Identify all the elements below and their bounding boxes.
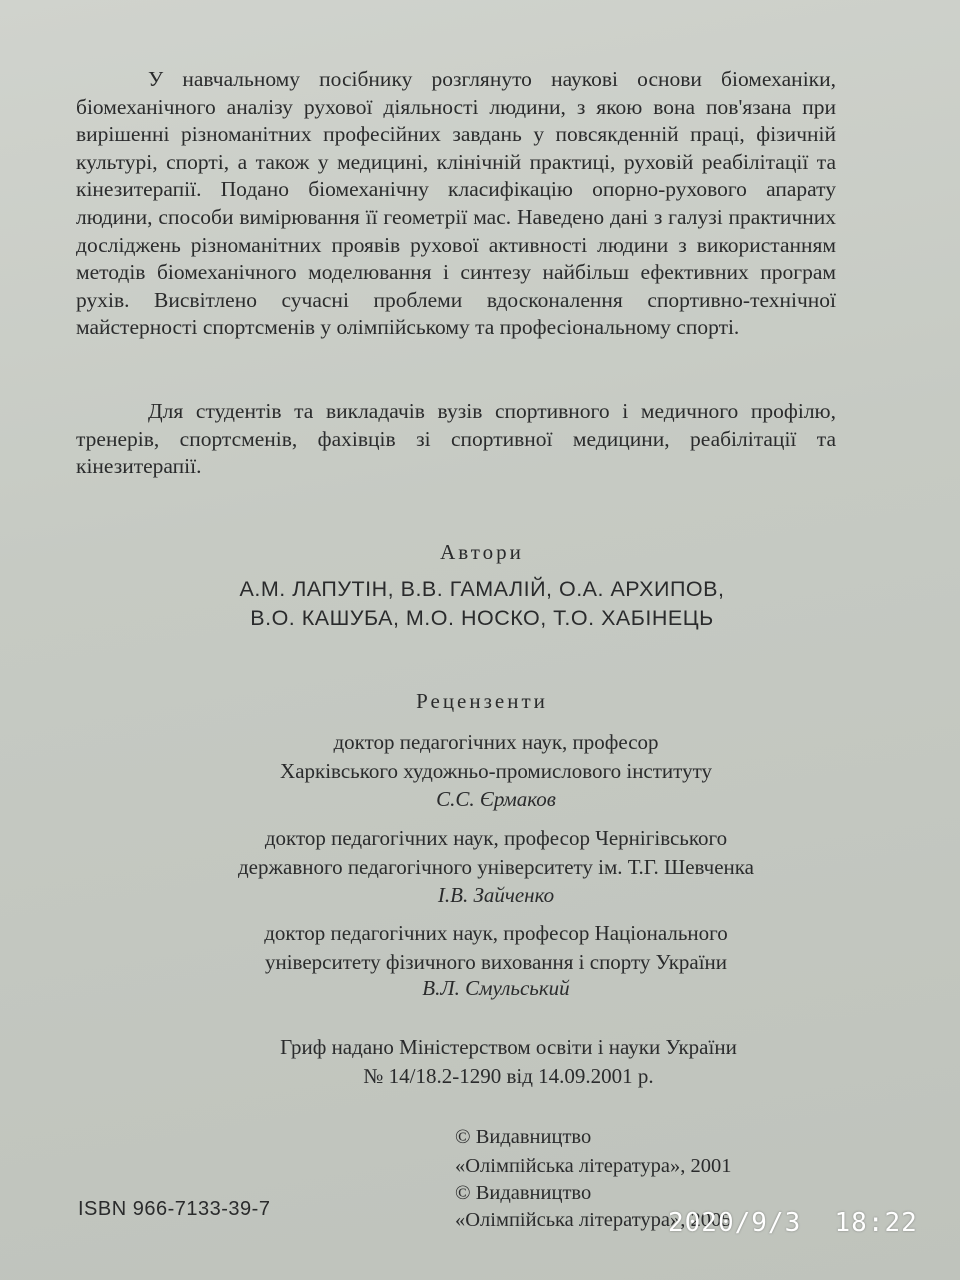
reviewer-1-position: доктор педагогічних наук, професор (333, 730, 659, 754)
copyright-line-1: © Видавництво (455, 1126, 592, 1148)
reviewers-heading: Рецензенти (416, 689, 548, 713)
reviewer-3-institution: університету фізичного виховання і спорту України (264, 950, 728, 974)
reviewer-3-position: доктор педагогічних наук, професор Національного (264, 921, 728, 945)
reviewer-2-position: доктор педагогічних наук, професор Чернігівського (264, 826, 728, 850)
reviewer-2-name: І.В. Зайченко (437, 883, 555, 907)
annotation-paragraph-1: У навчальному посібнику розглянуто наукові основи біомеханіки, біомеханічного аналізу рухової діяльності людини, з якою вона пов'язана при вирішенні різноманітних професійних завдань у повсякденній праці, фізичній культурі, спорті, а також у медицині, клінічній практиці, руховій реабілітації та кінезитерапії. Подано біомеханічну класифікацію опорно-рухового апарату людини, способи вимірювання її геометрії мас. Наведено дані з галузі практичних досліджень різноманітних проявів рухової активності людини з використанням методів біомеханічного моделювання і синтезу найбільш ефективних програм рухів. Висвітлено сучасні проблеми вдосконалення спортивно-технічної майстерності спортсменів у олімпійському та професіональному спорті. (76, 67, 836, 340)
reviewer-2-institution: державного педагогічного університету ім. Т.Г. Шевченка (237, 855, 754, 879)
copyright-line-2: «Олімпійська література», 2001 (455, 1155, 732, 1177)
reviewer-3-name: В.Л. Смульський (422, 976, 570, 1000)
copyright-line-4: «Олімпійська література», 2005 (455, 1209, 732, 1231)
grif-line-1: Гриф надано Міністерством освіти і науки України (280, 1035, 737, 1059)
annotation-paragraph-2: Для студентів та викладачів вузів спортивного і медичного профілю, тренерів, спортсменів, фахівців зі спортивної медицини, реабілітації та кінезитерапії. (76, 399, 836, 479)
authors-line-1: А.М. ЛАПУТІН, В.В. ГАМАЛІЙ, О.А. АРХИПОВ, (239, 577, 725, 601)
isbn-number: ISBN 966-7133-39-7 (78, 1198, 271, 1220)
reviewer-1-name: С.С. Єрмаков (436, 787, 556, 811)
reviewer-1-institution: Харківського художньо-промислового інституту (280, 759, 712, 783)
grif-line-2: № 14/18.2-1290 від 14.09.2001 р. (363, 1064, 654, 1088)
authors-line-2: В.О. КАШУБА, М.О. НОСКО, Т.О. ХАБІНЕЦЬ (250, 606, 714, 630)
copyright-line-3: © Видавництво (455, 1182, 592, 1204)
authors-heading: Автори (440, 540, 524, 564)
photo-timestamp: 2020/9/3 18:22 (668, 1208, 918, 1238)
